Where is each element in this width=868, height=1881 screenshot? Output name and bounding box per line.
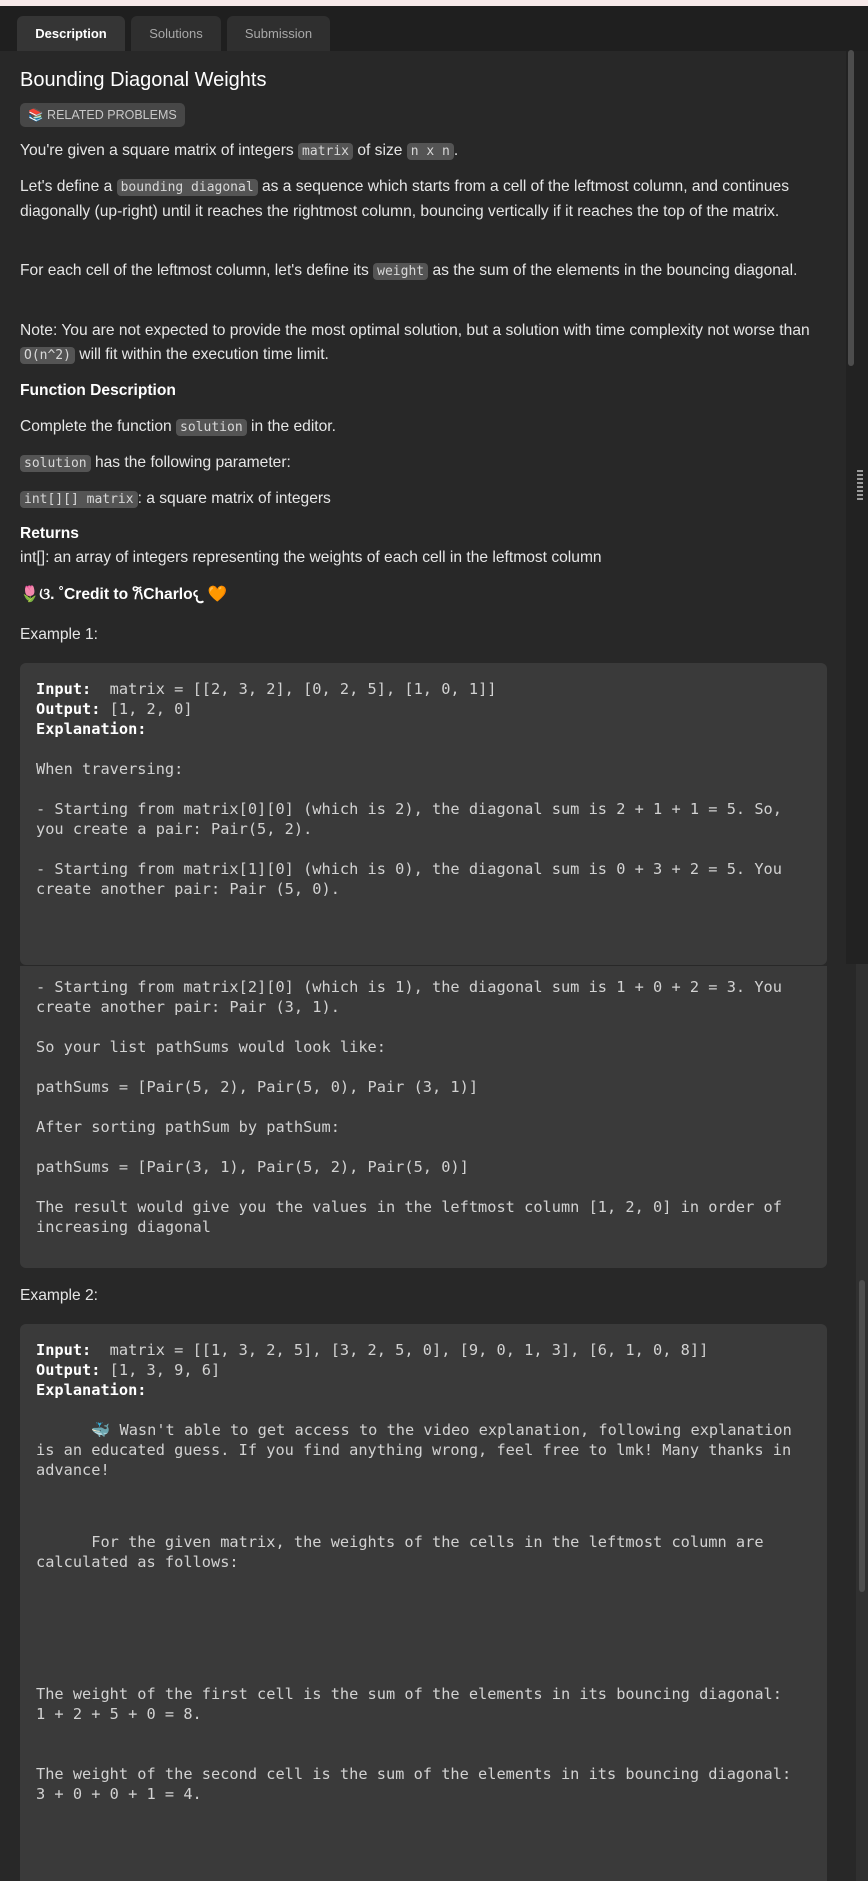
- code-line: So your list pathSums would look like:: [36, 1038, 386, 1056]
- code-line: increasing diagonal: [36, 1218, 211, 1236]
- code-line: create another pair: Pair (5, 0).: [36, 880, 340, 898]
- weight-paragraph: [20, 259, 827, 284]
- lower-scrollbar-thumb[interactable]: [859, 1280, 865, 1592]
- intro-text-2: of size: [353, 142, 407, 159]
- code-solution: solution: [176, 419, 247, 436]
- code-size: n x n: [407, 143, 454, 160]
- code-line: create another pair: Pair (3, 1).: [36, 998, 340, 1016]
- example-1-heading: Example 1:: [20, 626, 99, 643]
- output-label: Output:: [36, 700, 101, 718]
- example-1-input: [36, 679, 496, 699]
- code-weight: weight: [373, 263, 428, 280]
- parameter-item-text: : a square matrix of integers: [137, 490, 331, 507]
- scrollbar-thumb[interactable]: [848, 50, 854, 366]
- note-text: Note: You are not expected to provide the most optimal solution, but a solution with time complexity not worse than: [20, 322, 810, 339]
- note-paragraph: [20, 319, 827, 368]
- note-text-2: will fit within the execution time limit.: [74, 346, 329, 363]
- credit-text: 🌷ଓ. ˚Credit to 𐙚Charlo𐔌: [20, 586, 204, 603]
- code-line: pathSums = [Pair(3, 1), Pair(5, 2), Pair(5, 0)]: [36, 1158, 469, 1176]
- code-matrix: matrix: [298, 143, 353, 160]
- resize-handle-icon[interactable]: [857, 470, 863, 502]
- weight-text-2: as the sum of the elements in the bouncing diagonal.: [428, 262, 798, 279]
- code-line: 🐳 Wasn't able to get access to the video explanation, following explanation: [36, 1421, 792, 1439]
- code-line: is an educated guess. If you find anything wrong, feel free to lmk! Many thanks in: [36, 1441, 792, 1459]
- code-line: pathSums = [Pair(5, 2), Pair(5, 0), Pair (3, 1)]: [36, 1078, 479, 1096]
- credit-line: [20, 583, 827, 607]
- definition-text: Let's define a: [20, 178, 117, 195]
- input-value: matrix = [[1, 3, 2, 5], [3, 2, 5, 0], [9, 0, 1, 3], [6, 1, 0, 8]]: [91, 1341, 709, 1359]
- code-line: The weight of the first cell is the sum of the elements in its bouncing diagonal:: [36, 1685, 782, 1703]
- code-line: When traversing:: [36, 760, 184, 778]
- parameter-paragraph: [20, 451, 827, 476]
- code-bounding-diagonal: bounding diagonal: [117, 179, 258, 196]
- related-problems-tag[interactable]: 📚 RELATED PROBLEMS: [20, 103, 185, 127]
- example-1-code-block: [20, 663, 827, 965]
- weight-text: For each cell of the leftmost column, let's define its: [20, 262, 374, 279]
- code-line: - Starting from matrix[2][0] (which is 1), the diagonal sum is 1 + 0 + 2 = 3. You: [36, 978, 782, 996]
- code-complexity: O(n^2): [20, 347, 75, 364]
- lower-scrollbar[interactable]: [856, 964, 868, 1881]
- function-description-heading: Function Description: [20, 382, 176, 399]
- output-value: [1, 3, 9, 6]: [100, 1361, 221, 1379]
- function-paragraph: [20, 415, 827, 440]
- example-1-explanation-label: [36, 719, 147, 739]
- code-line: advance!: [36, 1461, 110, 1479]
- code-line: calculated as follows:: [36, 1553, 239, 1571]
- vertical-scrollbar[interactable]: [846, 51, 868, 964]
- example-2-output: [36, 1360, 220, 1380]
- code-line: The weight of the second cell is the sum of the elements in its bouncing diagonal:: [36, 1765, 792, 1783]
- example-2-input: [36, 1340, 708, 1360]
- function-text-2: in the editor.: [246, 418, 336, 435]
- code-solution-2: solution: [20, 455, 91, 472]
- example-2-code-block: [20, 1324, 827, 1881]
- code-line: 1 + 2 + 5 + 0 = 8.: [36, 1705, 202, 1723]
- intro-paragraph: [20, 139, 827, 164]
- returns-heading: Returns: [20, 525, 79, 542]
- code-param-matrix: int[][] matrix: [20, 491, 138, 508]
- returns-text: int[]: an array of integers representing the weights of each cell in the leftmost column: [20, 549, 602, 566]
- output-value: [1, 2, 0]: [100, 700, 193, 718]
- code-line: 3 + 0 + 0 + 1 = 4.: [36, 1785, 202, 1803]
- definition-text-2: as a sequence which starts from a cell of the leftmost column, and continues diagonally (up-right) until it reaches the rightmost column, bouncing vertically if it reaches the top of the matrix.: [20, 178, 789, 220]
- explanation-label: Explanation:: [36, 720, 147, 738]
- tab-submission[interactable]: Submission: [227, 16, 330, 51]
- tab-bar: [0, 6, 868, 51]
- output-label: Output:: [36, 1361, 101, 1379]
- example-2-explanation-label: [36, 1380, 147, 1400]
- example-1-code-block-continued: [20, 966, 827, 1268]
- example-1-output: [36, 699, 193, 719]
- problem-title: Bounding Diagonal Weights: [20, 69, 267, 91]
- tab-solutions[interactable]: Solutions: [131, 16, 221, 51]
- parameter-text: has the following parameter:: [90, 454, 291, 471]
- parameter-item: [20, 487, 827, 512]
- example-2-heading: Example 2:: [20, 1287, 99, 1304]
- intro-text-3: .: [453, 142, 459, 159]
- tab-description[interactable]: Description: [17, 16, 125, 51]
- code-line: you create a pair: Pair(5, 2).: [36, 820, 313, 838]
- code-line: For the given matrix, the weights of the cells in the leftmost column are: [36, 1533, 764, 1551]
- input-label: Input:: [36, 1341, 92, 1359]
- code-line: - Starting from matrix[1][0] (which is 0), the diagonal sum is 0 + 3 + 2 = 5. You: [36, 860, 782, 878]
- description-panel: [0, 51, 846, 1881]
- definition-paragraph: [20, 175, 827, 224]
- input-label: Input:: [36, 680, 92, 698]
- code-line: - Starting from matrix[0][0] (which is 2), the diagonal sum is 2 + 1 + 1 = 5. So,: [36, 800, 782, 818]
- intro-text: You're given a square matrix of integers: [20, 142, 299, 159]
- code-line: After sorting pathSum by pathSum:: [36, 1118, 340, 1136]
- function-text: Complete the function: [20, 418, 177, 435]
- code-line: The result would give you the values in the leftmost column [1, 2, 0] in order of: [36, 1198, 782, 1216]
- input-value: matrix = [[2, 3, 2], [0, 2, 5], [1, 0, 1]]: [91, 680, 497, 698]
- heart-icon: 🧡: [207, 586, 227, 603]
- explanation-label: Explanation:: [36, 1381, 147, 1399]
